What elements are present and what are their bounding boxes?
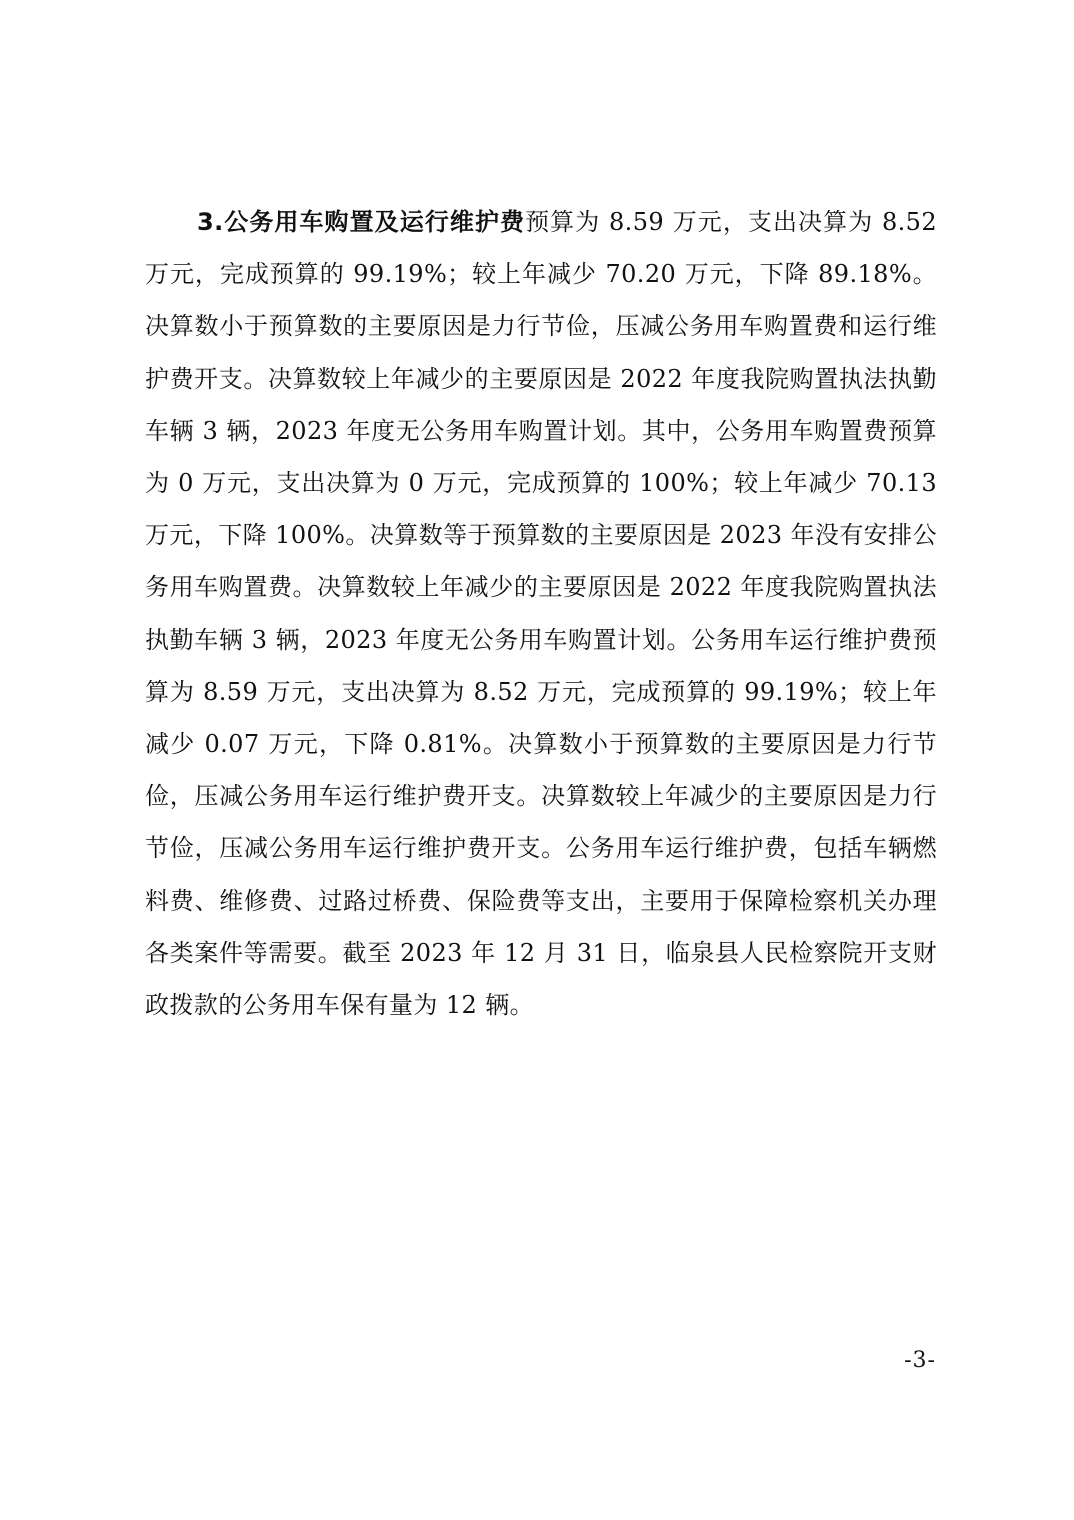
section-paragraph [145,196,937,1031]
section-heading: 3.公务用车购置及运行维护费 [197,208,526,236]
page-number: -3- [904,1348,936,1373]
section-body: 预算为 8.59 万元，支出决算为 8.52 万元，完成预算的 99.19%；较上年减少 70.20 万元，下降 89.18%。决算数小于预算数的主要原因是力行节俭，压减公务用车购置费和运行维护费开支。决算数较上年减少的主要原因是 2022 年度我院购置执法执勤车辆 3 辆，2023 年度无公务用车购置计划。其中，公务用车购置费预算为 0 万元，支出决算为 0 万元，完成预算的 100%；较上年减少 70.13 万元，下降 100%。决算数等于预算数的主要原因是 2023 年没有安排公务用车购置费。决算数较上年减少的主要原因是 2022 年度我院购置执法执勤车辆 3 辆，2023 年度无公务用车购置计划。公务用车运行维护费预算为 8.59 万元，支出决算为 8.52 万元，完成预算的 99.19%；较上年减少 0.07 万元，下降 0.81%。决算数小于预算数的主要原因是力行节俭，压减公务用车运行维护费开支。决算数较上年减少的主要原因是力行节俭，压减公务用车运行维护费开支。公务用车运行维护费，包括车辆燃料费、维修费、过路过桥费、保险费等支出，主要用于保障检察机关办理各类案件等需要。截至 2023 年 12 月 31 日，临泉县人民检察院开支财政拨款的公务用车保有量为 12 辆。 [145,208,937,1020]
